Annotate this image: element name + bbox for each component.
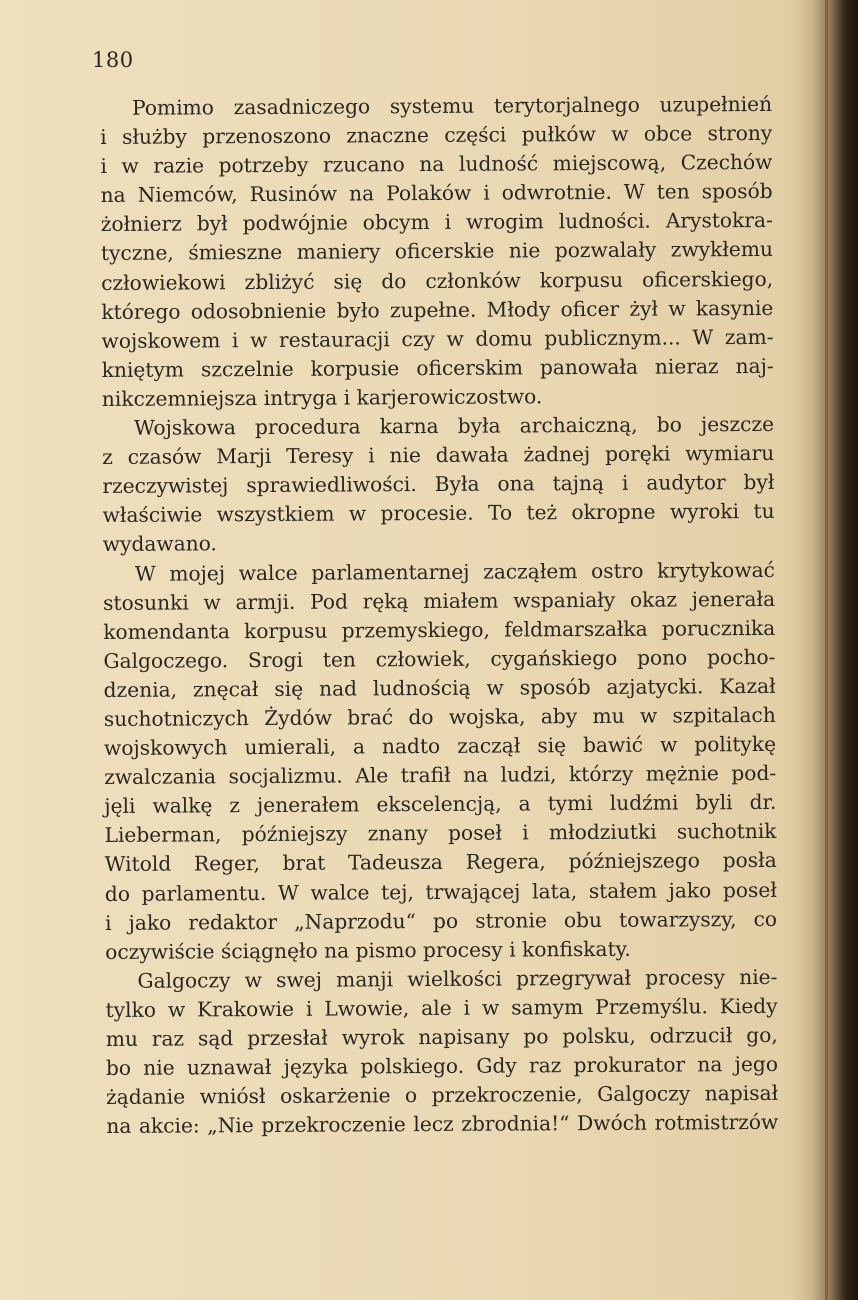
text-line: Galgoczego. Srogi ten człowiek, cygańskiego pono pocho- xyxy=(103,644,776,673)
text-line: właściwie wszystkiem w procesie. To też okropne wyroki tu xyxy=(102,499,775,528)
text-line: mu raz sąd przesłał wyrok napisany po polsku, odrzucił go, xyxy=(105,1022,778,1051)
text-line: i służby przenoszono znaczne części pułków w obce strony xyxy=(100,120,773,150)
text-line: rzeczywistej sprawiedliwości. Była ona tajną i audytor był xyxy=(102,470,775,499)
body-text xyxy=(100,90,778,1141)
text-line: wojskowem i w restauracji czy w domu publicznym... W zam- xyxy=(101,324,774,353)
text-line: Witold Reger, brat Tadeusza Regera, późniejszego posła xyxy=(104,848,777,877)
text-line: wojskowych umierali, a nadto zaczął się bawić w politykę xyxy=(103,731,777,761)
text-line: z czasów Marji Teresy i nie dawała żadnej poręki wymiaru xyxy=(102,441,775,470)
text-line: zwalczania socjalizmu. Ale trafił na ludzi, którzy mężnie pod- xyxy=(104,761,777,790)
text-line: którego odosobnienie było zupełne. Młody oficer żył w kasynie xyxy=(101,295,774,324)
book-spine-edge xyxy=(825,0,828,1300)
text-line: wydawano. xyxy=(102,531,218,557)
book-spine-shadow xyxy=(812,0,858,1300)
text-line: suchotniczych Żydów brać do wojska, aby mu w szpitalach xyxy=(103,702,776,731)
text-line: Pomimo zasadniczego systemu terytorjalnego uzupełnień xyxy=(132,91,773,120)
text-line: nikczemniejsza intryga i karjerowiczostwo. xyxy=(101,384,543,411)
text-line: człowiekowi zbliżyć się do członków korpusu oficerskiego, xyxy=(101,266,774,295)
page-number: 180 xyxy=(92,48,134,72)
text-line: jęli walkę z jenerałem ekscelencją, a tymi ludźmi byli dr. xyxy=(104,790,777,819)
text-line: i w razie potrzeby rzucano na ludność miejscową, Czechów xyxy=(100,150,773,179)
text-line: na akcie: „Nie przekroczenie lecz zbrodnia!“ Dwóch rotmistrzów xyxy=(106,1110,779,1139)
text-line: i jako redaktor „Naprzodu“ po stronie obu towarzyszy, co xyxy=(104,906,778,935)
text-line: do parlamentu. W walce tej, trwającej lata, stałem jako poseł xyxy=(104,877,777,906)
text-line: tylko w Krakowie i Lwowie, ale i w samym Przemyślu. Kiedy xyxy=(105,993,778,1022)
text-line: Lieberman, późniejszy znany poseł i młodziutki suchotnik xyxy=(104,819,777,848)
text-line: żołnierz był podwójnie obcym i wrogim ludności. Arystokra- xyxy=(100,208,773,237)
text-line: kniętym szczelnie korpusie oficerskim panowała nieraz naj- xyxy=(101,353,774,382)
text-line: W mojej walce parlamentarnej zacząłem ostro krytykować xyxy=(134,557,775,586)
text-line: bo nie uznawał języka polskiego. Gdy raz prokurator na jego xyxy=(105,1051,779,1081)
text-line: na Niemców, Rusinów na Polaków i odwrotnie. W ten sposób xyxy=(100,179,773,208)
text-line: Wojskowa procedura karna była archaiczną, bo jeszcze xyxy=(133,411,775,440)
text-line: stosunki w armji. Pod ręką miałem wspaniały okaz jenerała xyxy=(103,586,776,615)
text-line: oczywiście ściągnęło na pismo procesy i konfiskaty. xyxy=(105,936,631,964)
text-line: tyczne, śmieszne maniery oficerskie nie pozwalały zwykłemu xyxy=(100,237,774,266)
text-line: Galgoczy w swej manji wielkości przegrywał procesy nie- xyxy=(137,964,778,993)
text-line: żądanie wniósł oskarżenie o przekroczenie, Galgoczy napisał xyxy=(106,1081,779,1110)
text-line: dzenia, znęcał się nad ludnością w sposób azjatycki. Kazał xyxy=(103,673,776,702)
text-line: komendanta korpusu przemyskiego, feldmarszałka porucznika xyxy=(103,615,776,644)
